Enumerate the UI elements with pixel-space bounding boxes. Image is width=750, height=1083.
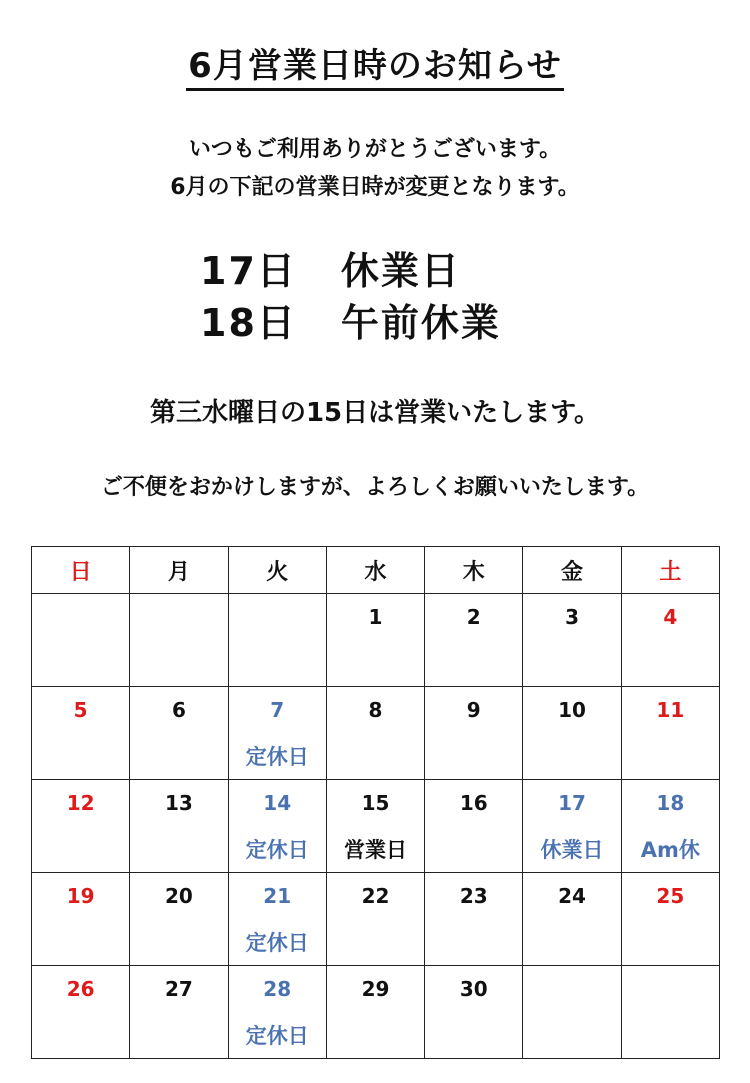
weekday-wed: 水 bbox=[326, 547, 424, 594]
change-status: 休業日 bbox=[340, 249, 461, 293]
calendar-table bbox=[31, 546, 720, 1059]
date-cell: 11 bbox=[621, 687, 719, 734]
page-title-text: 6月営業日時のお知らせ bbox=[186, 46, 564, 91]
date-cell: 18 bbox=[621, 780, 719, 827]
date-note-cell bbox=[621, 919, 719, 966]
date-note-cell bbox=[523, 1012, 621, 1059]
date-cell: 24 bbox=[523, 873, 621, 920]
date-cell: 29 bbox=[326, 966, 424, 1013]
date-cell: 27 bbox=[130, 966, 228, 1013]
change-status: 午前休業 bbox=[340, 301, 501, 345]
date-cell bbox=[621, 966, 719, 1013]
week-note-row bbox=[32, 733, 720, 780]
intro-line-1: いつもご利用ありがとうございます。 bbox=[188, 137, 562, 162]
date-cell: 19 bbox=[32, 873, 130, 920]
date-cell: 21 bbox=[228, 873, 326, 920]
date-note-cell bbox=[228, 640, 326, 687]
date-cell: 14 bbox=[228, 780, 326, 827]
date-note-cell bbox=[130, 919, 228, 966]
open-notice: 第三水曜日の15日は営業いたします。 bbox=[149, 398, 601, 428]
week-note-row bbox=[32, 640, 720, 687]
date-note-cell bbox=[32, 1012, 130, 1059]
page-title bbox=[0, 38, 750, 87]
date-note-cell: 定休日 bbox=[228, 919, 326, 966]
date-note-cell bbox=[130, 733, 228, 780]
week-note-row bbox=[32, 919, 720, 966]
date-note-cell bbox=[425, 826, 523, 873]
weekday-thu: 木 bbox=[425, 547, 523, 594]
date-cell: 13 bbox=[130, 780, 228, 827]
date-cell bbox=[523, 966, 621, 1013]
date-note-cell bbox=[621, 733, 719, 780]
date-cell: 22 bbox=[326, 873, 424, 920]
date-cell: 20 bbox=[130, 873, 228, 920]
date-cell: 3 bbox=[523, 594, 621, 641]
date-note-cell bbox=[32, 640, 130, 687]
date-note-cell bbox=[425, 733, 523, 780]
date-cell bbox=[32, 594, 130, 641]
change-day: 18日 bbox=[200, 301, 297, 345]
weekday-tue: 火 bbox=[228, 547, 326, 594]
date-cell: 6 bbox=[130, 687, 228, 734]
date-note-cell bbox=[621, 640, 719, 687]
date-cell: 9 bbox=[425, 687, 523, 734]
date-cell: 28 bbox=[228, 966, 326, 1013]
date-note-cell bbox=[130, 640, 228, 687]
date-cell bbox=[130, 594, 228, 641]
weekday-sun: 日 bbox=[32, 547, 130, 594]
date-cell: 16 bbox=[425, 780, 523, 827]
date-cell: 17 bbox=[523, 780, 621, 827]
date-cell: 10 bbox=[523, 687, 621, 734]
date-note-cell bbox=[523, 640, 621, 687]
week-date-row bbox=[32, 966, 720, 1013]
date-note-cell bbox=[32, 733, 130, 780]
weekday-mon: 月 bbox=[130, 547, 228, 594]
date-note-cell: 営業日 bbox=[326, 826, 424, 873]
date-cell: 30 bbox=[425, 966, 523, 1013]
week-date-row bbox=[32, 873, 720, 920]
date-cell: 4 bbox=[621, 594, 719, 641]
date-note-cell: 定休日 bbox=[228, 733, 326, 780]
date-note-cell bbox=[425, 1012, 523, 1059]
date-cell: 23 bbox=[425, 873, 523, 920]
date-note-cell bbox=[32, 919, 130, 966]
date-cell: 25 bbox=[621, 873, 719, 920]
date-note-cell: Am休 bbox=[621, 826, 719, 873]
week-date-row bbox=[32, 594, 720, 641]
date-note-cell bbox=[523, 733, 621, 780]
week-note-row bbox=[32, 1012, 720, 1059]
date-note-cell: 休業日 bbox=[523, 826, 621, 873]
date-note-cell bbox=[326, 1012, 424, 1059]
date-note-cell bbox=[130, 826, 228, 873]
date-note-cell bbox=[425, 640, 523, 687]
date-note-cell: 定休日 bbox=[228, 1012, 326, 1059]
date-cell: 26 bbox=[32, 966, 130, 1013]
weekday-fri: 金 bbox=[523, 547, 621, 594]
date-note-cell bbox=[621, 1012, 719, 1059]
apology-text: ご不便をおかけしますが、よろしくお願いいたします。 bbox=[100, 475, 650, 500]
week-date-row bbox=[32, 687, 720, 734]
intro-line-2: 6月の下記の営業日時が変更となります。 bbox=[170, 175, 580, 200]
date-note-cell bbox=[523, 919, 621, 966]
weekday-sat: 土 bbox=[621, 547, 719, 594]
date-note-cell: 定休日 bbox=[228, 826, 326, 873]
change-row-1 bbox=[200, 240, 461, 295]
date-cell: 1 bbox=[326, 594, 424, 641]
date-note-cell bbox=[326, 919, 424, 966]
date-note-cell bbox=[425, 919, 523, 966]
week-note-row bbox=[32, 826, 720, 873]
week-date-row bbox=[32, 780, 720, 827]
calendar-body bbox=[32, 594, 720, 1059]
date-note-cell bbox=[326, 733, 424, 780]
date-note-cell bbox=[32, 826, 130, 873]
change-day: 17日 bbox=[200, 249, 297, 293]
date-cell: 5 bbox=[32, 687, 130, 734]
date-cell: 2 bbox=[425, 594, 523, 641]
date-note-cell bbox=[130, 1012, 228, 1059]
weekday-header-row bbox=[32, 547, 720, 594]
date-note-cell bbox=[326, 640, 424, 687]
change-row-2 bbox=[200, 292, 501, 347]
date-cell bbox=[228, 594, 326, 641]
date-cell: 7 bbox=[228, 687, 326, 734]
date-cell: 8 bbox=[326, 687, 424, 734]
date-cell: 12 bbox=[32, 780, 130, 827]
date-cell: 15 bbox=[326, 780, 424, 827]
